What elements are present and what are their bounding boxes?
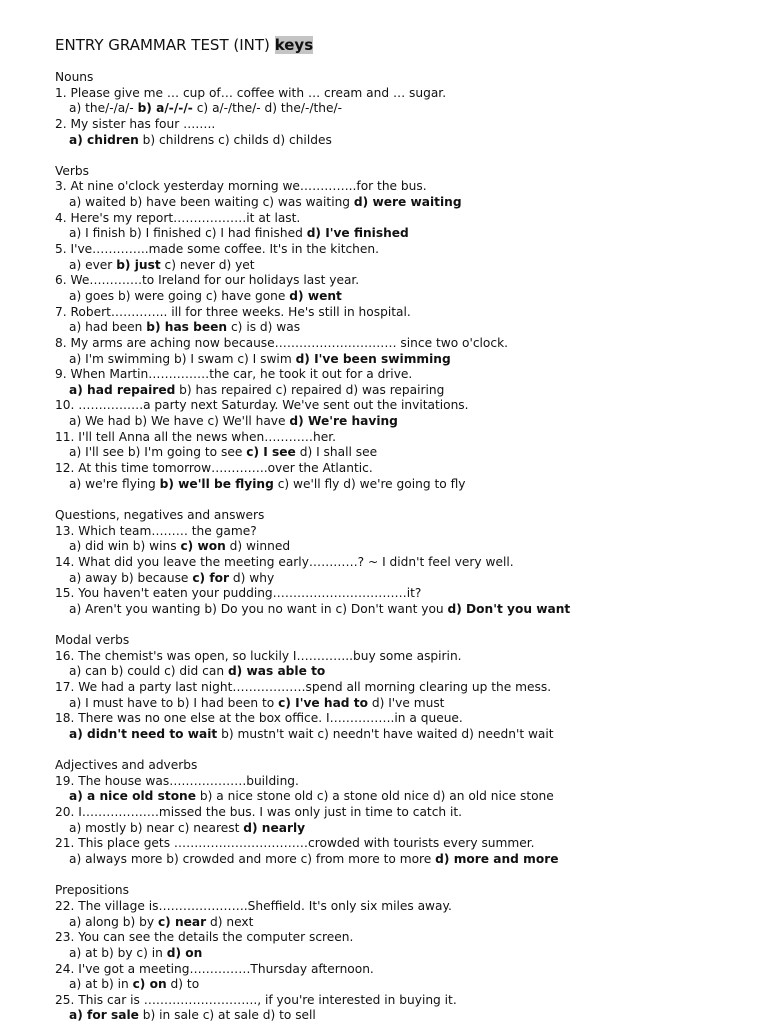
correct-answer: c) I see bbox=[246, 445, 296, 460]
correct-answer: c) I've had to bbox=[278, 695, 368, 710]
answer-option: b) has repaired c) repaired d) was repairing bbox=[175, 382, 445, 397]
question-text: 2. My sister has four …….. bbox=[55, 116, 216, 131]
question-text: 8. My arms are aching now because………………………… since two o'clock. bbox=[55, 335, 509, 350]
answer-options bbox=[55, 477, 755, 493]
section-spacer bbox=[55, 492, 755, 508]
correct-answer: a) for sale bbox=[69, 1008, 139, 1023]
answer-options bbox=[55, 915, 755, 931]
section-heading: Modal verbs bbox=[55, 633, 130, 648]
question-text: 6. We………….to Ireland for our holidays last year. bbox=[55, 273, 360, 288]
question-text: 20. I……………….missed the bus. I was only just in time to catch it. bbox=[55, 805, 463, 820]
answer-options bbox=[55, 539, 755, 555]
answer-option: c) we'll fly d) we're going to fly bbox=[273, 476, 466, 491]
answer-option: a) at b) by c) in bbox=[69, 945, 167, 960]
question-text: 22. The village is………………….Sheffield. It's only six miles away. bbox=[55, 898, 452, 913]
answer-option: d) to bbox=[166, 977, 200, 992]
correct-answer: d) We're having bbox=[289, 414, 398, 429]
answer-option: a) we're flying bbox=[69, 476, 160, 491]
correct-answer: d) were waiting bbox=[353, 195, 462, 210]
answer-option: d) why bbox=[229, 570, 275, 585]
answer-option: a) had been bbox=[69, 320, 147, 335]
section-heading: Adjectives and adverbs bbox=[55, 758, 198, 773]
correct-answer: d) I've been swimming bbox=[295, 351, 451, 366]
section-heading: Questions, negatives and answers bbox=[55, 507, 265, 522]
question-text: 13. Which team……… the game? bbox=[55, 523, 257, 538]
question-text: 21. This place gets ……………………………crowded with tourists every summer. bbox=[55, 836, 535, 851]
answer-options bbox=[55, 664, 755, 680]
correct-answer: b) has been bbox=[146, 320, 228, 335]
section-spacer bbox=[55, 743, 755, 759]
answer-options bbox=[55, 320, 755, 336]
page-title bbox=[55, 36, 313, 54]
correct-answer: a) didn't need to wait bbox=[69, 726, 218, 741]
answer-option: c) is d) was bbox=[227, 320, 301, 335]
title-text: ENTRY GRAMMAR TEST (INT) bbox=[55, 36, 270, 54]
correct-answer: c) for bbox=[192, 570, 230, 585]
correct-answer: d) went bbox=[289, 288, 342, 303]
correct-answer: d) Don't you want bbox=[447, 601, 571, 616]
correct-answer: d) more and more bbox=[435, 852, 559, 867]
answer-options bbox=[55, 821, 755, 837]
question-text: 17. We had a party last night………………spend all morning clearing up the mess. bbox=[55, 679, 552, 694]
correct-answer: a) a nice old stone bbox=[69, 789, 197, 804]
title-highlight: keys bbox=[274, 36, 314, 54]
question-text: 19. The house was……………….building. bbox=[55, 773, 299, 788]
answer-options bbox=[55, 195, 755, 211]
answer-option: a) I'm swimming b) I swam c) I swim bbox=[69, 351, 296, 366]
answer-option: d) next bbox=[206, 914, 254, 929]
section-heading: Nouns bbox=[55, 70, 94, 84]
question-text: 14. What did you leave the meeting early…………? ~ I didn't feel very well. bbox=[55, 554, 514, 569]
answer-option: a) away b) because bbox=[69, 570, 193, 585]
correct-answer: d) on bbox=[166, 945, 203, 960]
answer-option: a) ever bbox=[69, 257, 117, 272]
test-content bbox=[55, 70, 755, 1024]
answer-option: b) a nice stone old c) a stone old nice d) an old nice stone bbox=[196, 789, 554, 804]
question-text: 15. You haven't eaten your pudding……………………………it? bbox=[55, 586, 422, 601]
answer-options bbox=[55, 946, 755, 962]
correct-answer: a) had repaired bbox=[69, 382, 176, 397]
question-text: 9. When Martin……………the car, he took it out for a drive. bbox=[55, 367, 413, 382]
answer-options bbox=[55, 727, 755, 743]
answer-options bbox=[55, 226, 755, 242]
question-text: 16. The chemist's was open, so luckily I…………..buy some aspirin. bbox=[55, 648, 462, 663]
answer-options bbox=[55, 352, 755, 368]
question-text: 12. At this time tomorrow…………..over the Atlantic. bbox=[55, 461, 373, 476]
answer-option: b) in sale c) at sale d) to sell bbox=[138, 1008, 316, 1023]
answer-option: c) a/-/the/- d) the/-/the/- bbox=[192, 101, 343, 116]
answer-option: a) I'll see b) I'm going to see bbox=[69, 445, 247, 460]
answer-option: a) always more b) crowded and more c) from more to more bbox=[69, 852, 436, 867]
section-spacer bbox=[55, 617, 755, 633]
correct-answer: d) I've finished bbox=[306, 226, 409, 241]
answer-options bbox=[55, 977, 755, 993]
section-spacer bbox=[55, 868, 755, 884]
answer-options bbox=[55, 789, 755, 805]
question-text: 7. Robert………….. ill for three weeks. He's still in hospital. bbox=[55, 304, 411, 319]
question-text: 3. At nine o'clock yesterday morning we…………..for the bus. bbox=[55, 179, 427, 194]
section-heading: Verbs bbox=[55, 163, 89, 178]
answer-option: d) winned bbox=[225, 539, 291, 554]
answer-options bbox=[55, 258, 755, 274]
question-text: 18. There was no one else at the box office. I…………….in a queue. bbox=[55, 711, 463, 726]
correct-answer: d) nearly bbox=[243, 820, 306, 835]
answer-option: c) never d) yet bbox=[160, 257, 255, 272]
question-text: 10. …………….a party next Saturday. We've sent out the invitations. bbox=[55, 398, 469, 413]
answer-option: a) waited b) have been waiting c) was waiting bbox=[69, 195, 354, 210]
answer-option: b) mustn't wait c) needn't have waited d) needn't wait bbox=[217, 726, 554, 741]
answer-options bbox=[55, 383, 755, 399]
question-text: 4. Here's my report………………it at last. bbox=[55, 210, 301, 225]
answer-option: a) the/-/a/- bbox=[69, 101, 138, 116]
question-text: 11. I'll tell Anna all the news when…………her. bbox=[55, 429, 336, 444]
question-text: 24. I've got a meeting……………Thursday afternoon. bbox=[55, 961, 374, 976]
answer-option: a) did win b) wins bbox=[69, 539, 181, 554]
answer-options bbox=[55, 696, 755, 712]
answer-options bbox=[55, 602, 755, 618]
answer-options bbox=[55, 414, 755, 430]
section-spacer bbox=[55, 148, 755, 164]
answer-option: a) goes b) were going c) have gone bbox=[69, 288, 290, 303]
question-text: 1. Please give me … cup of… coffee with … cream and … sugar. bbox=[55, 85, 447, 100]
answer-option: a) along b) by bbox=[69, 914, 158, 929]
answer-options bbox=[55, 289, 755, 305]
correct-answer: b) just bbox=[116, 257, 161, 272]
answer-option: b) childrens c) childs d) childes bbox=[138, 132, 332, 147]
answer-options bbox=[55, 852, 755, 868]
question-text: 25. This car is ………………………., if you're interested in buying it. bbox=[55, 992, 457, 1007]
correct-answer: c) won bbox=[180, 539, 226, 554]
correct-answer: b) we'll be flying bbox=[159, 476, 274, 491]
answer-options bbox=[55, 133, 755, 149]
correct-answer: c) near bbox=[157, 914, 207, 929]
answer-option: a) We had b) We have c) We'll have bbox=[69, 414, 290, 429]
answer-option: a) at b) in bbox=[69, 977, 133, 992]
answer-option: d) I've must bbox=[367, 695, 445, 710]
question-text: 23. You can see the details the computer screen. bbox=[55, 930, 354, 945]
answer-option: a) can b) could c) did can bbox=[69, 664, 228, 679]
question-text: 5. I've…………..made some coffee. It's in the kitchen. bbox=[55, 242, 380, 257]
correct-answer: c) on bbox=[132, 977, 167, 992]
correct-answer: d) was able to bbox=[227, 664, 326, 679]
answer-option: d) I shall see bbox=[295, 445, 378, 460]
answer-option: a) mostly b) near c) nearest bbox=[69, 820, 244, 835]
section-heading: Prepositions bbox=[55, 883, 129, 898]
answer-options bbox=[55, 101, 755, 117]
answer-option: a) I must have to b) I had been to bbox=[69, 695, 279, 710]
correct-answer: b) a/-/-/- bbox=[137, 101, 193, 116]
answer-options bbox=[55, 445, 755, 461]
answer-options bbox=[55, 1008, 755, 1024]
answer-options bbox=[55, 571, 755, 587]
correct-answer: a) chidren bbox=[69, 132, 139, 147]
answer-option: a) Aren't you wanting b) Do you no want in c) Don't want you bbox=[69, 601, 448, 616]
answer-option: a) I finish b) I finished c) I had finished bbox=[69, 226, 307, 241]
